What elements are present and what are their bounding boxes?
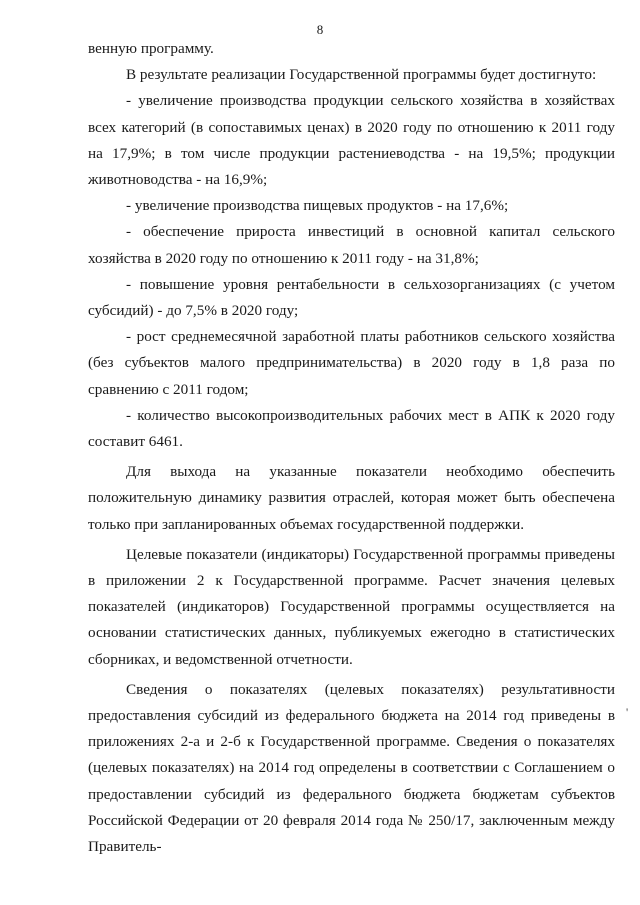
paragraph-results-intro: В результате реализации Государственной программы будет достигнуто: bbox=[126, 66, 597, 84]
paragraph-state-support: Для выхода на указанные показатели необходимо обеспечить положительную динамику развития отраслей, которая может быть обеспечена только при запланированных объемах государственной поддержки. bbox=[88, 463, 615, 533]
document-body bbox=[88, 36, 615, 860]
paragraph-item-jobs: - количество высокопроизводительных рабочих мест в АПК к 2020 году составит 6461. bbox=[88, 406, 615, 451]
margin-mark: ' bbox=[626, 705, 629, 719]
paragraph-item-agri-production: - увеличение производства продукции сельского хозяйства в хозяйствах всех категорий (в сопоставимых ценах) в 2020 году по отношению к 2011 году на 17,9%; в том числе продукции растениеводства - на 19,5%; продукции животноводства - на 16,9%; bbox=[88, 92, 615, 189]
paragraph-item-food-production: - увеличение производства пищевых продуктов - на 17,6%; bbox=[126, 197, 509, 215]
paragraph-subsidy-indicators: Сведения о показателях (целевых показателях) результативности предоставления субсидий из федерального бюджета на 2014 год приведены в приложениях 2-а и 2-б к Государственной программе. Сведения о показателях (целевых показателях) на 2014 год определены в соответствии с Соглашением о предоставлении субсидий из федерального бюджета бюджетам субъектов Российской Федерации от 20 февраля 2014 года № 250/17, заключенным между Правитель- bbox=[88, 680, 615, 856]
paragraph-item-profitability: - повышение уровня рентабельности в сельхозорганизациях (с учетом субсидий) - до 7,5% в 2020 году; bbox=[88, 275, 615, 320]
paragraph-item-investments: - обеспечение прироста инвестиций в основной капитал сельского хозяйства в 2020 году по отношению к 2011 году - на 31,8%; bbox=[88, 223, 615, 267]
paragraph-item-wages: - рост среднемесячной заработной платы работников сельского хозяйства (без субъектов малого предпринимательства) в 2020 году в 1,8 раза по сравнению с 2011 годом; bbox=[88, 328, 615, 398]
paragraph-target-indicators: Целевые показатели (индикаторы) Государственной программы приведены в приложении 2 к Государственной программе. Расчет значения целевых показателей (индикаторов) Государственной программы осуществляется на основании статистических данных, публикуемых ежегодно в статистических сборниках, и ведомственной отчетности. bbox=[88, 545, 615, 668]
paragraph-continuation: венную программу. bbox=[88, 40, 214, 57]
page-number: 8 bbox=[316, 22, 324, 37]
